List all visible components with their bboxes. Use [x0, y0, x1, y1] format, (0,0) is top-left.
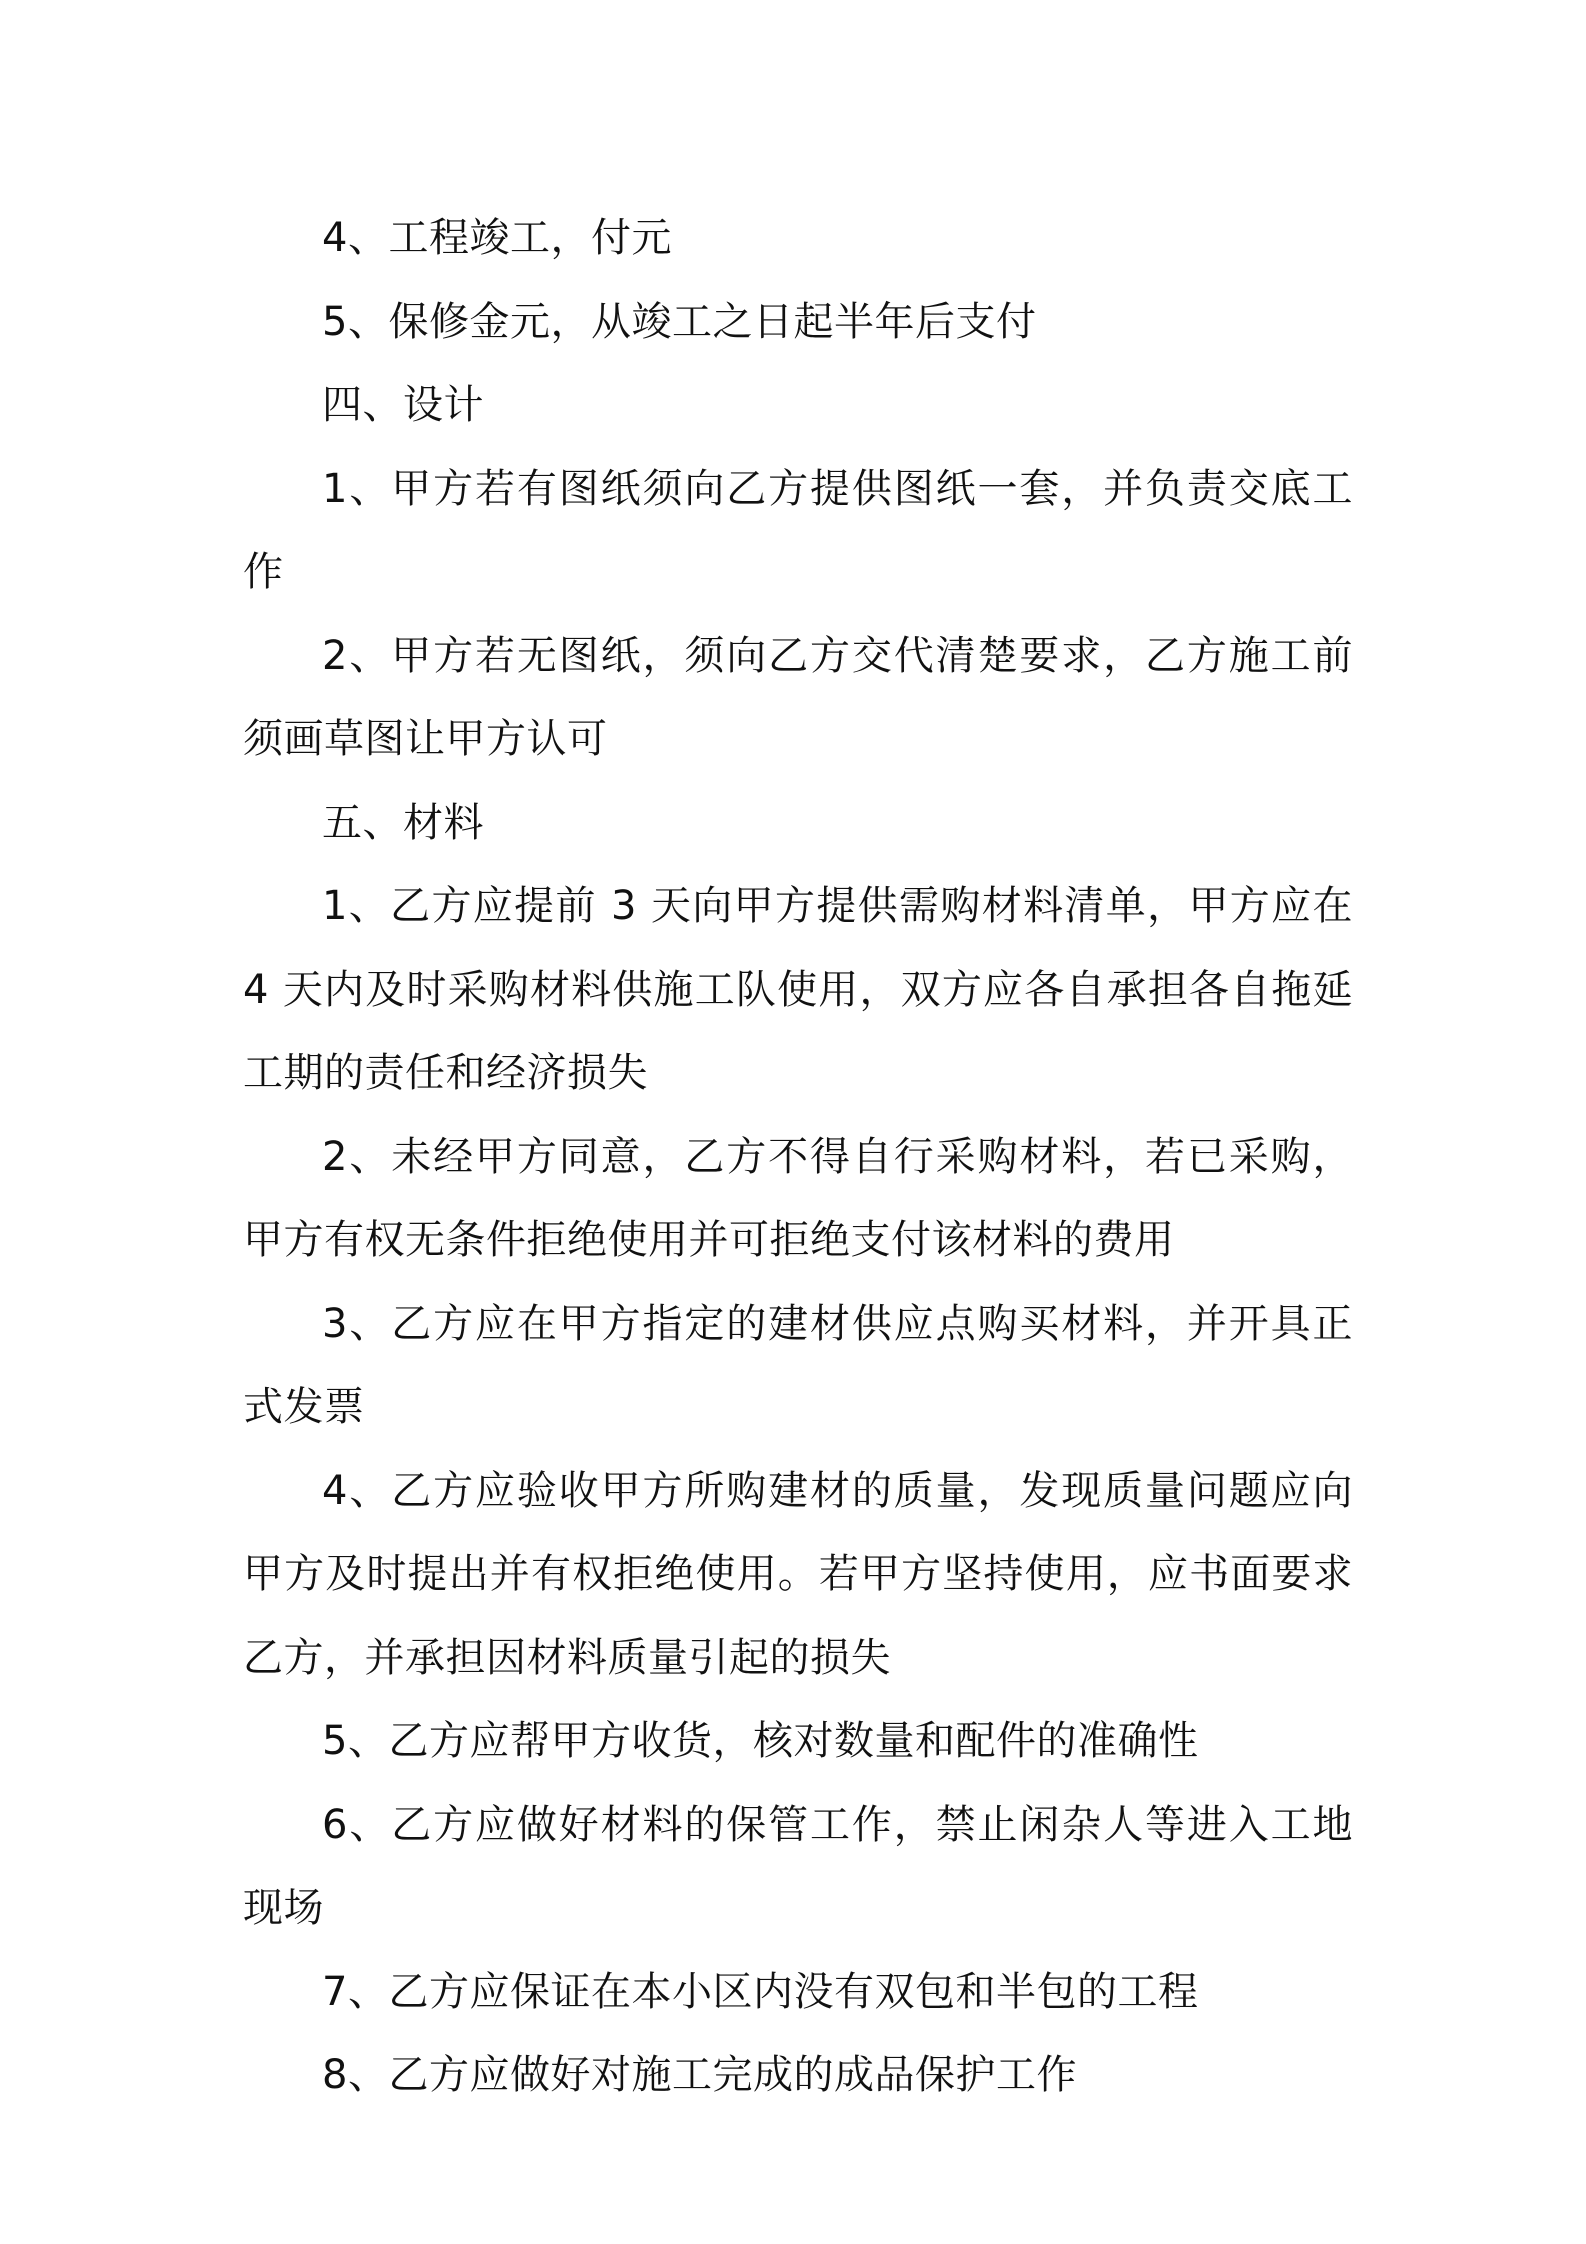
section-heading: 五、材料	[322, 799, 484, 846]
paragraph: 1、甲方若有图纸须向乙方提供图纸一套，并负责交底工作	[243, 465, 1353, 595]
paragraph: 1、乙方应提前 3 天向甲方提供需购材料清单，甲方应在 4 天内及时采购材料供施工队使用，双方应各自承担各自拖延工期的责任和经济损失	[243, 883, 1353, 1096]
paragraph: 5、乙方应帮甲方收货，核对数量和配件的准确性	[322, 1718, 1199, 1764]
paragraph: 2、未经甲方同意，乙方不得自行采购材料，若已采购，甲方有权无条件拒绝使用并可拒绝支付该材料的费用	[243, 1133, 1353, 1263]
paragraph: 5、保修金元，从竣工之日起半年后支付	[322, 298, 1037, 345]
paragraph: 3、乙方应在甲方指定的建材供应点购买材料，并开具正式发票	[243, 1300, 1353, 1430]
paragraph: 2、甲方若无图纸，须向乙方交代清楚要求，乙方施工前须画草图让甲方认可	[243, 632, 1353, 762]
paragraph: 6、乙方应做好材料的保管工作，禁止闲杂人等进入工地现场	[243, 1801, 1353, 1931]
document-body	[243, 197, 1353, 2118]
paragraph: 7、乙方应保证在本小区内没有双包和半包的工程	[322, 1968, 1199, 2015]
paragraph: 4、乙方应验收甲方所购建材的质量，发现质量问题应向甲方及时提出并有权拒绝使用。若甲方坚持使用，应书面要求乙方，并承担因材料质量引起的损失	[243, 1467, 1353, 1681]
paragraph: 4、工程竣工，付元	[322, 215, 672, 261]
section-heading: 四、设计	[322, 382, 484, 428]
paragraph: 8、乙方应做好对施工完成的成品保护工作	[322, 2052, 1077, 2098]
